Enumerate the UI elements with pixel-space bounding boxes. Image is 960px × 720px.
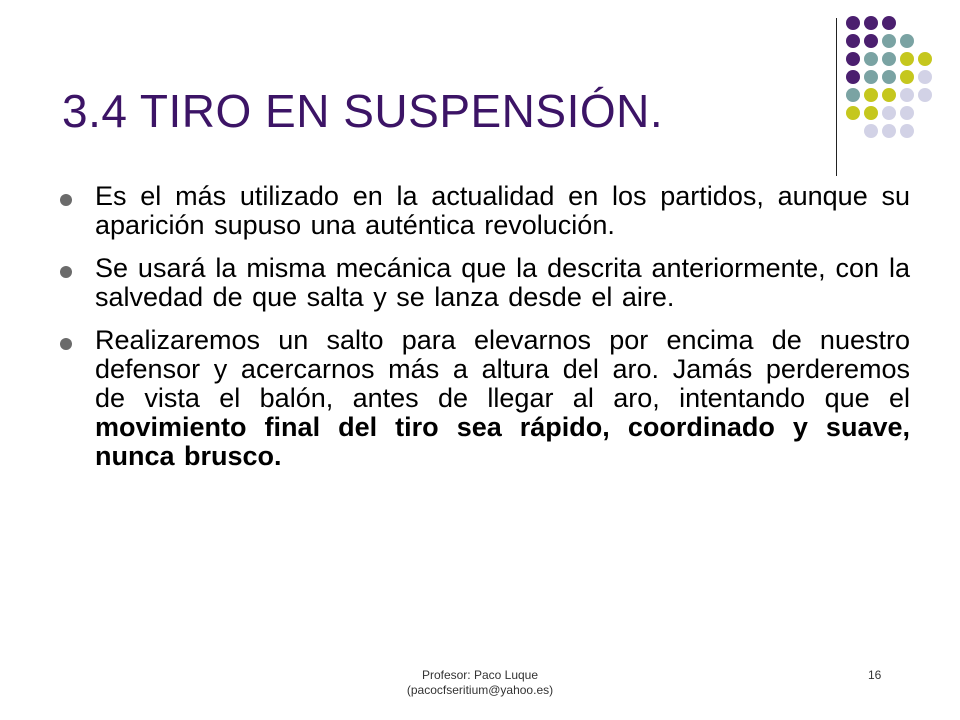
decorative-dot [846, 88, 860, 102]
bullet-icon [60, 266, 72, 278]
decorative-dot [900, 52, 914, 66]
decorative-dot [864, 52, 878, 66]
decorative-dot [864, 16, 878, 30]
page-number: 16 [868, 668, 882, 682]
decorative-dot [900, 88, 914, 102]
decorative-dot [882, 106, 896, 120]
decorative-dot [864, 70, 878, 84]
footer-author [380, 668, 580, 698]
decorative-dot [846, 16, 860, 30]
decorative-dot [918, 70, 932, 84]
decorative-dot [864, 124, 878, 138]
decorative-dot [882, 52, 896, 66]
decorative-dot [900, 124, 914, 138]
decorative-dot [918, 52, 932, 66]
bullet-text-regular: Realizaremos un salto para elevarnos por encima de nuestro defensor y acercarnos más a altura del aro. Jamás perderemos de vista el balón, antes de llegar al aro, intentando que el [95, 325, 910, 413]
decorative-dot [882, 88, 896, 102]
decorative-dot [882, 34, 896, 48]
bullet-list [60, 182, 910, 485]
slide-title: 3.4 TIRO EN SUSPENSIÓN. [62, 85, 664, 137]
decorative-dot [900, 34, 914, 48]
bullet-text: Se usará la misma mecánica que la descrita anteriormente, con la salvedad de que salta y se lanza desde el aire. [95, 253, 910, 312]
decorative-dot [864, 106, 878, 120]
decorative-vertical-rule [836, 18, 837, 176]
bullet-icon [60, 194, 72, 206]
bullet-item [60, 182, 910, 240]
bullet-item [60, 254, 910, 312]
footer-line-email: (pacocfseritium@yahoo.es) [406, 683, 554, 697]
decorative-dot [846, 34, 860, 48]
decorative-dot [918, 88, 932, 102]
decorative-dot [900, 70, 914, 84]
footer-line-name: Profesor: Paco Luque [421, 668, 539, 682]
decorative-dot [900, 106, 914, 120]
decorative-dot [846, 70, 860, 84]
decorative-dot [864, 34, 878, 48]
decorative-dot [882, 16, 896, 30]
decorative-dot [882, 70, 896, 84]
bullet-text [95, 326, 910, 471]
decorative-dot [846, 52, 860, 66]
bullet-text-bold: movimiento final del tiro sea rápido, coordinado y suave, nunca brusco. [95, 412, 910, 471]
decorative-dot [864, 88, 878, 102]
bullet-item [60, 326, 910, 471]
bullet-text: Es el más utilizado en la actualidad en los partidos, aunque su aparición supuso una auténtica revolución. [95, 181, 910, 240]
bullet-icon [60, 338, 72, 350]
decorative-dot [882, 124, 896, 138]
decorative-dot [846, 106, 860, 120]
